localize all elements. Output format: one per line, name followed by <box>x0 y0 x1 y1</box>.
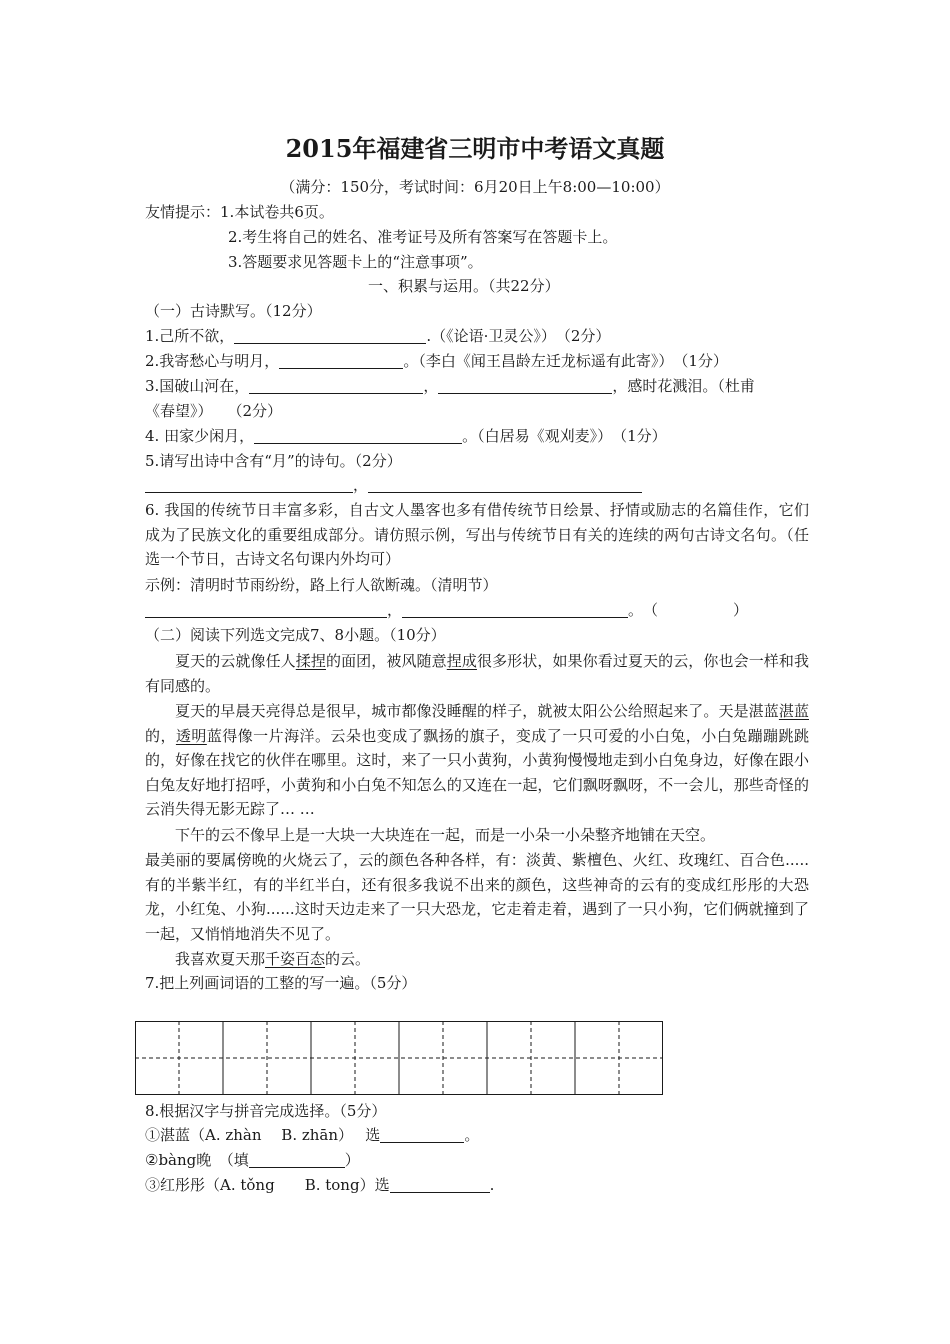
answer-blank[interactable] <box>380 1126 464 1143</box>
answer-blank[interactable] <box>249 377 423 394</box>
question-text: 1.己所不欲， <box>145 327 235 345</box>
answer-blank[interactable] <box>390 1176 490 1193</box>
question-5-answer <box>145 474 642 496</box>
question-2 <box>145 350 728 372</box>
question-text: ，感时花溅泪。（杜甫 <box>612 377 755 395</box>
question-text: 3.国破山河在， <box>145 377 250 395</box>
passage-text: 夏天的云就像任人 <box>175 652 296 670</box>
question-8: 8.根据汉字与拼音完成选择。（5分） <box>145 1102 387 1120</box>
answer-blank[interactable] <box>145 476 353 493</box>
answer-blank[interactable] <box>279 352 403 369</box>
question-7: 7.把上列画词语的工整的写一遍。（5分） <box>145 974 417 992</box>
answer-blank[interactable] <box>438 377 612 394</box>
underlined-word: 捏成 <box>446 652 477 670</box>
underlined-word: 揉捏 <box>295 652 326 670</box>
passage-paragraph-3: 下午的云不像早上是一大块一大块连在一起，而是一小朵一小朵整齐地铺在天空。 <box>175 826 716 844</box>
passage-text: 的， <box>145 726 176 745</box>
question-text: 4. 田家少闲月， <box>145 427 255 445</box>
underlined-word: 千姿百态 <box>265 950 326 968</box>
underlined-word: 透明 <box>175 726 207 745</box>
tips-label: 友情提示： <box>145 203 221 221</box>
answer-blank[interactable] <box>402 601 628 618</box>
question-3-source: 《春望》） （2分） <box>145 402 283 420</box>
question-text: ③红彤彤（A. tǒng B. tong）选 <box>145 1176 390 1194</box>
question-8-b <box>145 1149 360 1171</box>
question-text: ， <box>387 601 403 619</box>
exam-subtitle: （满分：150分，考试时间：6月20日上午8:00—10:00） <box>280 178 670 196</box>
tip-item: 2.考生将自己的姓名、准考证号及所有答案写在答题卡上。 <box>228 228 618 246</box>
passage-text: 很多形状，如果你看过夏天的云，你也会一样和我有同感的。 <box>145 652 809 695</box>
passage-text: 的云。 <box>325 950 371 968</box>
answer-blank[interactable] <box>234 327 426 344</box>
question-8-a <box>145 1124 479 1146</box>
underlined-word: 湛蓝 <box>778 702 809 720</box>
question-6: 6. 我国的传统节日丰富多彩，自古文人墨客也多有借传统节日绘景、抒情或励志的名篇佳作，它们成为了民族文化的重要组成部分。请仿照示例，写出与传统节日有关的连续的两句古诗文名句。（任选一个节日，古诗文名句课内外均可） <box>145 501 809 569</box>
passage-text: 夏天的早晨天亮得总是很早，城市都像没睡醒的样子，就被太阳公公给照起来了。天是湛蓝 <box>175 702 779 720</box>
question-text: 。 （ ） <box>628 601 749 619</box>
question-text: ， <box>423 377 439 395</box>
question-text: ， <box>353 476 369 494</box>
section-heading: 一、积累与运用。（共22分） <box>368 277 560 295</box>
question-6-example: 示例：清明时节雨纷纷，路上行人欲断魂。（清明节） <box>145 576 498 594</box>
exam-title: 2015年福建省三明市中考语文真题 <box>285 134 665 163</box>
question-text: 。（白居易《观刈麦》） （1分） <box>462 427 667 445</box>
question-4 <box>145 425 667 447</box>
answer-blank[interactable] <box>249 1151 345 1168</box>
writing-grid[interactable] <box>135 1021 663 1095</box>
question-text: ②bàng晚 （填 <box>145 1151 249 1169</box>
passage-paragraph-5 <box>145 947 809 972</box>
part1-heading: （一）古诗默写。（12分） <box>145 302 322 320</box>
passage-text: 的面团，被风随意 <box>325 652 447 670</box>
answer-blank[interactable] <box>254 427 462 444</box>
passage-text: 蓝得像一片海洋。云朵也变成了飘扬的旗子，变成了一只可爱的小白兔，小白兔蹦蹦跳跳的，好像在找它的伙伴在哪里。这时，来了一只小黄狗，小黄狗慢慢地走到小白兔身边，好像在跟小白兔友好地打招呼，小黄狗和小白兔不知怎么的又连在一起，它们飘呀飘呀，不一会儿，那些奇怪的云消失得无影无踪了… … <box>145 726 809 819</box>
answer-blank[interactable] <box>368 476 642 493</box>
tips-line-1 <box>145 201 334 223</box>
writing-grid-lines <box>135 1021 663 1095</box>
question-text: 。（李白《闻王昌龄左迁龙标遥有此寄》） （1分） <box>403 352 728 370</box>
question-8-c <box>145 1174 494 1196</box>
passage-paragraph-2 <box>145 699 809 822</box>
question-text: 。 <box>464 1126 480 1144</box>
question-text: ） <box>344 1151 360 1169</box>
question-text: ①湛蓝（A. zhàn B. zhān） 选 <box>145 1126 381 1144</box>
question-text: . <box>489 1176 495 1194</box>
part2-heading: （二）阅读下列选文完成7、8小题。（10分） <box>145 626 446 644</box>
question-text: 2.我寄愁心与明月， <box>145 352 280 370</box>
question-3 <box>145 375 755 397</box>
question-6-answer <box>145 599 748 621</box>
tip-item: 1.本试卷共6页。 <box>220 203 334 221</box>
passage-paragraph-1 <box>145 649 809 698</box>
question-1 <box>145 325 610 347</box>
question-text: .（《论语·卫灵公》） （2分） <box>426 327 611 345</box>
answer-blank[interactable] <box>145 601 387 618</box>
tip-item: 3.答题要求见答题卡上的“注意事项”。 <box>228 253 483 271</box>
passage-text: 我喜欢夏天那 <box>175 950 266 968</box>
passage-paragraph-4: 最美丽的要属傍晚的火烧云了，云的颜色各种各样，有：淡黄、紫檀色、火红、玫瑰红、百合色.....有的半紫半红，有的半红半白，还有很多我说不出来的颜色，这些神奇的云有的变成红彤彤的大恐龙，小红兔、小狗......这时天边走来了一只大恐龙，它走着走着，遇到了一只小狗，它们俩就撞到了一起，又悄悄地消失不见了。 <box>145 851 809 943</box>
question-5: 5.请写出诗中含有“月”的诗句。（2分） <box>145 452 402 470</box>
